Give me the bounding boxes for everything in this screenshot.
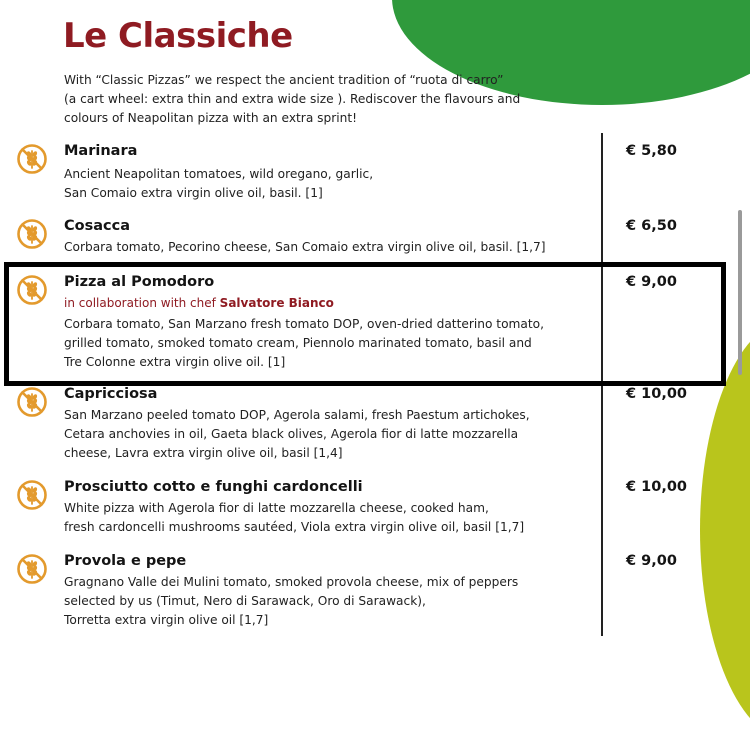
description-line: cheese, Lavra extra virgin olive oil, basil [1,4] — [64, 446, 343, 460]
item-name: Cosacca — [64, 218, 130, 234]
item-price: € 10,00 — [626, 479, 688, 495]
no-gluten-icon — [16, 218, 48, 250]
item-description — [64, 573, 584, 630]
no-gluten-icon — [16, 553, 48, 585]
description-line: fresh cardoncelli mushrooms sautéed, Viola extra virgin olive oil, basil [1,7] — [64, 520, 525, 534]
item-price: € 5,80 — [626, 143, 677, 159]
description-line: Gragnano Valle dei Mulini tomato, smoked provola cheese, mix of peppers — [64, 575, 519, 589]
item-description — [64, 406, 584, 463]
description-line: Corbara tomato, San Marzano fresh tomato DOP, oven-dried datterino tomato, — [64, 317, 544, 331]
section-intro — [64, 71, 574, 128]
section-title: Le Classiche — [63, 16, 293, 56]
item-price: € 9,00 — [626, 274, 677, 290]
item-description — [64, 499, 584, 537]
item-name: Prosciutto cotto e funghi cardoncelli — [64, 479, 363, 495]
intro-line: With “Classic Pizzas” we respect the ancient tradition of “ruota di carro” — [64, 73, 504, 87]
item-price: € 6,50 — [626, 218, 677, 234]
item-name: Capricciosa — [64, 386, 158, 402]
description-line: Torretta extra virgin olive oil [1,7] — [64, 613, 269, 627]
description-line: San Marzano peeled tomato DOP, Agerola salami, fresh Paestum artichokes, — [64, 408, 530, 422]
intro-line: colours of Neapolitan pizza with an extra sprint! — [64, 111, 358, 125]
description-line: Ancient Neapolitan tomatoes, wild oregano, garlic, — [64, 167, 374, 181]
description-line: grilled tomato, smoked tomato cream, Piennolo marinated tomato, basil and — [64, 336, 532, 350]
description-line: Cetara anchovies in oil, Gaeta black olives, Agerola fior di latte mozzarella — [64, 427, 519, 441]
no-gluten-icon — [16, 479, 48, 511]
highlight-box — [4, 262, 726, 386]
scrollbar[interactable] — [738, 210, 742, 375]
description-line: Corbara tomato, Pecorino cheese, San Comaio extra virgin olive oil, basil. [1,7] — [64, 240, 546, 254]
collab-prefix: in collaboration with chef — [64, 296, 220, 310]
description-line: White pizza with Agerola fior di latte mozzarella cheese, cooked ham, — [64, 501, 489, 515]
no-gluten-icon — [16, 143, 48, 175]
no-gluten-icon — [16, 386, 48, 418]
description-line: selected by us (Timut, Nero di Sarawack, Oro di Sarawack), — [64, 594, 426, 608]
description-line: San Comaio extra virgin olive oil, basil. [1] — [64, 186, 323, 200]
chef-name: Salvatore Bianco — [219, 296, 334, 310]
item-price: € 10,00 — [626, 386, 688, 402]
item-description — [64, 165, 584, 203]
item-name: Marinara — [64, 143, 138, 159]
item-name: Provola e pepe — [64, 553, 187, 569]
item-name: Pizza al Pomodoro — [64, 274, 215, 290]
item-description — [64, 238, 584, 257]
description-line: Tre Colonne extra virgin olive oil. [1] — [64, 355, 286, 369]
item-price: € 9,00 — [626, 553, 677, 569]
intro-line: (a cart wheel: extra thin and extra wide size ). Rediscover the flavours and — [64, 92, 521, 106]
